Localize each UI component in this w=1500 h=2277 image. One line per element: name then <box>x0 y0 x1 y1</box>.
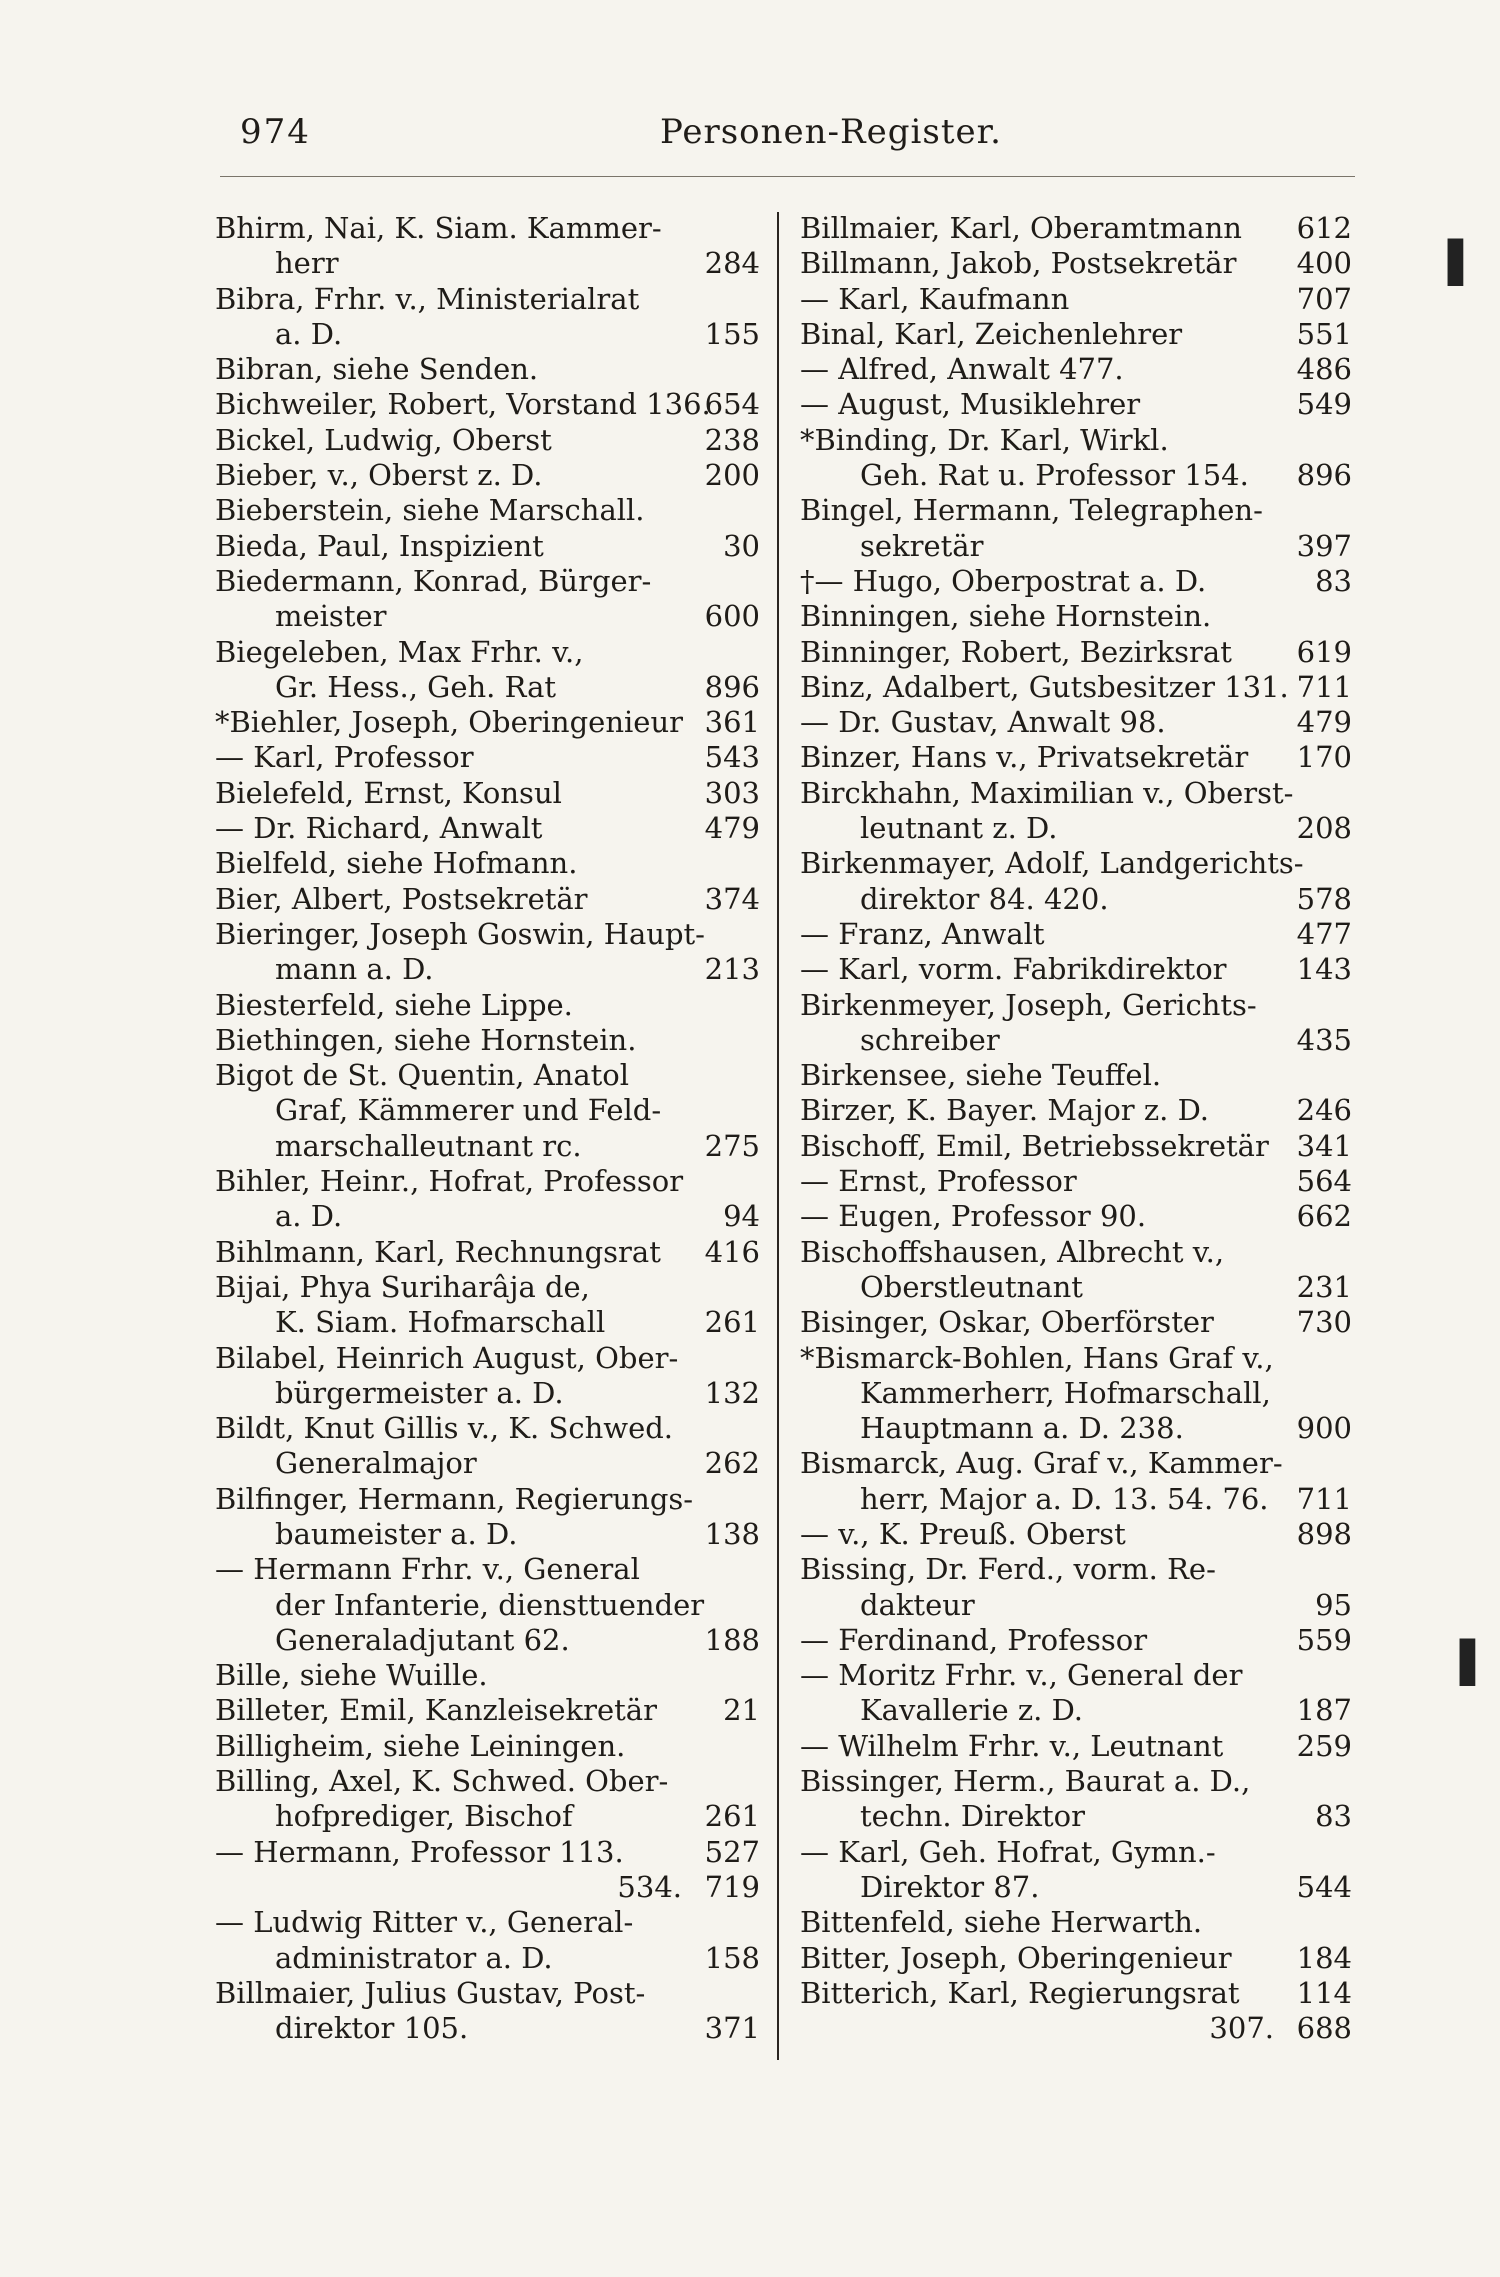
index-entry-line <box>800 846 1352 881</box>
entry-text: mann a. D. <box>275 952 434 987</box>
index-entry-line <box>800 882 1352 917</box>
entry-page-ref: 30 <box>723 528 760 563</box>
entry-text: Bieberstein, siehe Marschall. <box>215 493 645 528</box>
entry-text: Kammerherr, Hofmarschall, <box>860 1375 1271 1410</box>
index-entry-line <box>800 776 1352 811</box>
entry-text: Bhirm, Nai, K. Siam. Kammer- <box>215 211 662 245</box>
index-entry-line <box>800 988 1352 1023</box>
index-entry-line <box>800 705 1352 740</box>
index-entry-line <box>215 1129 760 1164</box>
entry-text: Bieringer, Joseph Goswin, Haupt- <box>215 916 705 951</box>
entry-text: — Eugen, Professor 90. <box>800 1199 1147 1234</box>
entry-text: Bihler, Heinr., Hofrat, Professor <box>215 1164 684 1199</box>
index-entry-line <box>800 1552 1352 1587</box>
entry-page-ref: 619 <box>1296 634 1352 669</box>
entry-text: Bier, Albert, Postsekretär <box>215 881 588 916</box>
entry-text: Billeter, Emil, Kanzleisekretär <box>215 1693 657 1728</box>
entry-page-ref: 711 <box>1296 669 1352 704</box>
index-entry-line <box>215 882 760 917</box>
entry-text: — Karl, vorm. Fabrikdirektor <box>800 952 1227 987</box>
index-entry-line <box>215 1623 760 1658</box>
index-entry-line <box>215 811 760 846</box>
entry-text: Binninger, Robert, Bezirksrat <box>800 634 1232 669</box>
index-entry-line <box>215 1058 760 1093</box>
entry-text: Gr. Hess., Geh. Rat <box>275 669 557 704</box>
index-entry-line <box>215 246 760 281</box>
entry-text: Billmann, Jakob, Postsekretär <box>800 246 1237 281</box>
index-entry-line <box>215 529 760 564</box>
entry-text: Biesterfeld, siehe Lippe. <box>215 987 573 1022</box>
entry-text: — Dr. Gustav, Anwalt 98. <box>800 705 1166 740</box>
entry-page-ref: 559 <box>1296 1622 1352 1657</box>
entry-text: der Infanterie, diensttuender <box>275 1587 705 1622</box>
index-entry-line <box>215 564 760 599</box>
index-entry-line <box>215 1164 760 1199</box>
entry-text: *Biehler, Joseph, Oberingenieur <box>215 705 683 740</box>
entry-page-ref: 231 <box>1296 1269 1352 1304</box>
entry-page-ref: 284 <box>704 246 760 281</box>
entry-text: Binz, Adalbert, Gutsbesitzer 131. <box>800 669 1289 704</box>
column-divider <box>777 212 779 2060</box>
entry-text: Kavallerie z. D. <box>860 1693 1084 1728</box>
margin-blot-mark: ▌ <box>1448 240 1479 286</box>
index-entry-line <box>215 1905 760 1940</box>
entry-text: — Franz, Anwalt <box>800 916 1045 951</box>
index-entry-line <box>215 1023 760 1058</box>
entry-text: bürgermeister a. D. <box>275 1375 564 1410</box>
entry-text: Bischoffshausen, Albrecht v., <box>800 1234 1225 1269</box>
entry-text: Bichweiler, Robert, Vorstand 136. <box>215 387 711 422</box>
entry-text: *Bismarck-Bohlen, Hans Graf v., <box>800 1340 1274 1375</box>
index-column-right <box>800 211 1352 2046</box>
index-entry-line <box>800 458 1352 493</box>
index-entry-line <box>800 1623 1352 1658</box>
index-entry-line <box>800 1729 1352 1764</box>
entry-text: — Dr. Richard, Anwalt <box>215 811 543 846</box>
entry-text: Bibran, siehe Senden. <box>215 352 539 387</box>
entry-text: Binal, Karl, Zeichenlehrer <box>800 316 1183 351</box>
entry-page-ref: 896 <box>704 669 760 704</box>
entry-text: Geh. Rat u. Professor 154. <box>860 458 1249 493</box>
entry-page-ref: 261 <box>704 1799 760 1834</box>
running-head: Personen-Register. <box>660 112 1002 152</box>
index-entry-line <box>800 1658 1352 1693</box>
index-entry-line <box>800 952 1352 987</box>
entry-text: sekretär <box>860 528 984 563</box>
entry-page-ref: 564 <box>1296 1164 1352 1199</box>
entry-text: Bitterich, Karl, Regierungsrat <box>800 1975 1240 2010</box>
index-entry-line <box>215 1835 760 1870</box>
entry-text: Generaladjutant 62. <box>275 1622 570 1657</box>
entry-text: — Hermann Frhr. v., General <box>215 1552 640 1587</box>
entry-page-ref: 95 <box>1315 1587 1352 1622</box>
entry-page-ref: 435 <box>1296 1022 1352 1057</box>
index-entry-line <box>800 493 1352 528</box>
index-entry-line <box>215 1729 760 1764</box>
index-entry-line <box>800 2011 1352 2046</box>
entry-text: Bibra, Frhr. v., Ministerialrat <box>215 281 640 316</box>
entry-text: meister <box>275 599 387 634</box>
entry-text: direktor 84. 420. <box>860 881 1109 916</box>
index-entry-line <box>800 1411 1352 1446</box>
entry-text: 534. <box>617 1869 682 1904</box>
index-entry-line <box>215 387 760 422</box>
index-entry-line <box>800 1870 1352 1905</box>
index-entry-line <box>215 1482 760 1517</box>
index-entry-line <box>215 1552 760 1587</box>
entry-text: Bieber, v., Oberst z. D. <box>215 458 543 493</box>
index-entry-line <box>800 1023 1352 1058</box>
entry-page-ref: 361 <box>704 705 760 740</box>
entry-page-ref: 549 <box>1296 387 1352 422</box>
entry-text: Binningen, siehe Hornstein. <box>800 599 1212 634</box>
entry-page-ref: 600 <box>704 599 760 634</box>
index-entry-line <box>215 1411 760 1446</box>
entry-text: Bissinger, Herm., Baurat a. D., <box>800 1764 1251 1799</box>
index-entry-line <box>215 1235 760 1270</box>
entry-page-ref: 543 <box>704 740 760 775</box>
index-entry-line <box>215 2011 760 2046</box>
index-entry-line <box>215 846 760 881</box>
entry-page-ref: 170 <box>1296 740 1352 775</box>
index-entry-line <box>800 1305 1352 1340</box>
entry-text: Bigot de St. Quentin, Anatol <box>215 1058 630 1093</box>
entry-text: Generalmajor <box>275 1446 477 1481</box>
index-entry-line <box>800 352 1352 387</box>
entry-page-ref: 188 <box>704 1622 760 1657</box>
entry-page-ref: 187 <box>1296 1693 1352 1728</box>
entry-text: — Karl, Geh. Hofrat, Gymn.- <box>800 1834 1216 1869</box>
index-entry-line <box>215 1376 760 1411</box>
index-entry-line <box>800 1093 1352 1128</box>
index-entry-line <box>800 529 1352 564</box>
entry-page-ref: 341 <box>1296 1128 1352 1163</box>
entry-text: Bildt, Knut Gillis v., K. Schwed. <box>215 1411 674 1446</box>
entry-text: Direktor 87. <box>860 1869 1040 1904</box>
index-entry-line <box>215 670 760 705</box>
entry-page-ref: 654 <box>704 387 760 422</box>
entry-text: herr, Major a. D. 13. 54. 76. <box>860 1481 1269 1516</box>
entry-page-ref: 246 <box>1296 1093 1352 1128</box>
entry-text: Bittenfeld, siehe Herwarth. <box>800 1905 1203 1940</box>
entry-text: Bieda, Paul, Inspizient <box>215 528 544 563</box>
entry-page-ref: 551 <box>1296 316 1352 351</box>
entry-text: †— Hugo, Oberpostrat a. D. <box>800 563 1207 598</box>
index-entry-line <box>800 246 1352 281</box>
entry-page-ref: 83 <box>1315 1799 1352 1834</box>
index-entry-line <box>215 1199 760 1234</box>
entry-text: Billmaier, Julius Gustav, Post- <box>215 1975 646 2010</box>
entry-page-ref: 719 <box>704 1869 760 1904</box>
index-entry-line <box>215 917 760 952</box>
index-entry-line <box>800 564 1352 599</box>
entry-page-ref: 138 <box>704 1516 760 1551</box>
index-entry-line <box>215 1658 760 1693</box>
index-entry-line <box>215 211 760 246</box>
index-entry-line <box>215 1976 760 2011</box>
entry-page-ref: 200 <box>704 458 760 493</box>
entry-text: *Binding, Dr. Karl, Wirkl. <box>800 422 1169 457</box>
index-entry-line <box>215 776 760 811</box>
index-entry-line <box>800 1270 1352 1305</box>
entry-page-ref: 477 <box>1296 916 1352 951</box>
index-entry-line <box>800 670 1352 705</box>
entry-page-ref: 900 <box>1296 1411 1352 1446</box>
index-entry-line <box>800 1905 1352 1940</box>
index-entry-line <box>215 635 760 670</box>
entry-text: Birzer, K. Bayer. Major z. D. <box>800 1093 1210 1128</box>
entry-text: Birkensee, siehe Teuffel. <box>800 1058 1162 1093</box>
index-entry-line <box>800 1976 1352 2011</box>
index-entry-line <box>800 282 1352 317</box>
index-entry-line <box>215 352 760 387</box>
index-entry-line <box>215 705 760 740</box>
entry-text: baumeister a. D. <box>275 1516 518 1551</box>
index-entry-line <box>800 1588 1352 1623</box>
entry-text: a. D. <box>275 1199 343 1234</box>
index-entry-line <box>800 423 1352 458</box>
entry-text: — Ferdinand, Professor <box>800 1622 1148 1657</box>
index-entry-line <box>800 917 1352 952</box>
entry-page-ref: 143 <box>1296 952 1352 987</box>
index-entry-line <box>800 1199 1352 1234</box>
entry-text: Bilabel, Heinrich August, Ober- <box>215 1340 679 1375</box>
entry-text: Billmaier, Karl, Oberamtmann <box>800 211 1242 245</box>
entry-text: — Karl, Kaufmann <box>800 281 1070 316</box>
index-entry-line <box>800 1164 1352 1199</box>
entry-page-ref: 707 <box>1296 281 1352 316</box>
index-entry-line <box>800 1835 1352 1870</box>
entry-text: Bickel, Ludwig, Oberst <box>215 422 552 457</box>
entry-text: hofprediger, Bischof <box>275 1799 573 1834</box>
entry-text: Birkenmayer, Adolf, Landgerichts- <box>800 846 1304 881</box>
index-entry-line <box>800 635 1352 670</box>
index-entry-line <box>800 1341 1352 1376</box>
entry-text: Birkenmeyer, Joseph, Gerichts- <box>800 987 1257 1022</box>
index-entry-line <box>215 1305 760 1340</box>
index-entry-line <box>215 988 760 1023</box>
index-entry-line <box>215 1799 760 1834</box>
entry-page-ref: 416 <box>704 1234 760 1269</box>
entry-page-ref: 397 <box>1296 528 1352 563</box>
entry-text: Hauptmann a. D. 238. <box>860 1411 1184 1446</box>
entry-text: a. D. <box>275 316 343 351</box>
entry-text: — v., K. Preuß. Oberst <box>800 1516 1126 1551</box>
index-entry-line <box>215 1270 760 1305</box>
entry-text: Bielfeld, siehe Hofmann. <box>215 846 578 881</box>
entry-text: — Ernst, Professor <box>800 1164 1077 1199</box>
entry-text: techn. Direktor <box>860 1799 1085 1834</box>
index-entry-line <box>215 1693 760 1728</box>
entry-text: Oberstleutnant <box>860 1269 1083 1304</box>
entry-page-ref: 238 <box>704 422 760 457</box>
index-entry-line <box>215 1870 760 1905</box>
index-entry-line <box>800 1941 1352 1976</box>
index-entry-line <box>800 740 1352 775</box>
index-entry-line <box>215 1093 760 1128</box>
entry-page-ref: 662 <box>1296 1199 1352 1234</box>
index-entry-line <box>800 1235 1352 1270</box>
header-rule <box>220 176 1355 177</box>
index-entry-line <box>215 1764 760 1799</box>
entry-page-ref: 400 <box>1296 246 1352 281</box>
entry-page-ref: 158 <box>704 1940 760 1975</box>
entry-text: Bisinger, Oskar, Oberförster <box>800 1305 1214 1340</box>
index-entry-line <box>215 423 760 458</box>
entry-page-ref: 83 <box>1315 563 1352 598</box>
entry-page-ref: 711 <box>1296 1481 1352 1516</box>
entry-text: 307. <box>1209 2011 1274 2046</box>
entry-page-ref: 688 <box>1296 2011 1352 2046</box>
entry-page-ref: 94 <box>723 1199 760 1234</box>
entry-page-ref: 184 <box>1296 1940 1352 1975</box>
entry-text: — Alfred, Anwalt 477. <box>800 352 1124 387</box>
entry-page-ref: 612 <box>1296 211 1352 245</box>
entry-page-ref: 213 <box>704 952 760 987</box>
index-entry-line <box>800 1129 1352 1164</box>
margin-blot-mark: ▌ <box>1460 1640 1491 1686</box>
entry-text: dakteur <box>860 1587 975 1622</box>
entry-text: Bismarck, Aug. Graf v., Kammer- <box>800 1446 1283 1481</box>
entry-text: marschalleutnant rc. <box>275 1128 582 1163</box>
entry-page-ref: 479 <box>704 811 760 846</box>
index-entry-line <box>800 387 1352 422</box>
index-entry-line <box>215 1941 760 1976</box>
entry-text: leutnant z. D. <box>860 811 1058 846</box>
index-entry-line <box>215 493 760 528</box>
entry-text: Birckhahn, Maximilian v., Oberst- <box>800 775 1294 810</box>
entry-text: Billing, Axel, K. Schwed. Ober- <box>215 1764 669 1799</box>
entry-page-ref: 262 <box>704 1446 760 1481</box>
index-entry-line <box>800 211 1352 246</box>
entry-text: Bitter, Joseph, Oberingenieur <box>800 1940 1232 1975</box>
entry-page-ref: 21 <box>723 1693 760 1728</box>
entry-text: Bissing, Dr. Ferd., vorm. Re- <box>800 1552 1216 1587</box>
entry-page-ref: 261 <box>704 1305 760 1340</box>
entry-page-ref: 898 <box>1296 1516 1352 1551</box>
entry-text: herr <box>275 246 339 281</box>
index-entry-line <box>215 282 760 317</box>
index-entry-line <box>800 1764 1352 1799</box>
entry-text: Bingel, Hermann, Telegraphen- <box>800 493 1263 528</box>
entry-text: administrator a. D. <box>275 1940 553 1975</box>
entry-text: Biedermann, Konrad, Bürger- <box>215 563 652 598</box>
entry-text: Graf, Kämmerer und Feld- <box>275 1093 662 1128</box>
entry-text: Bischoff, Emil, Betriebssekretär <box>800 1128 1269 1163</box>
page-number: 974 <box>240 112 311 152</box>
entry-text: — Ludwig Ritter v., General- <box>215 1905 634 1940</box>
index-entry-line <box>800 1482 1352 1517</box>
entry-page-ref: 208 <box>1296 811 1352 846</box>
entry-text: Bille, siehe Wuille. <box>215 1658 488 1693</box>
entry-page-ref: 578 <box>1296 881 1352 916</box>
entry-text: direktor 105. <box>275 2011 469 2046</box>
entry-text: — August, Musiklehrer <box>800 387 1141 422</box>
index-entry-line <box>215 740 760 775</box>
entry-text: — Karl, Professor <box>215 740 474 775</box>
index-entry-line <box>800 1058 1352 1093</box>
entry-page-ref: 730 <box>1296 1305 1352 1340</box>
index-entry-line <box>215 1588 760 1623</box>
entry-text: Bijai, Phya Suriharâja de, <box>215 1269 590 1304</box>
entry-text: — Wilhelm Frhr. v., Leutnant <box>800 1728 1224 1763</box>
entry-page-ref: 132 <box>704 1375 760 1410</box>
index-entry-line <box>800 1693 1352 1728</box>
entry-text: Binzer, Hans v., Privatsekretär <box>800 740 1249 775</box>
entry-page-ref: 527 <box>704 1834 760 1869</box>
entry-page-ref: 896 <box>1296 458 1352 493</box>
index-entry-line <box>215 599 760 634</box>
index-entry-line <box>800 811 1352 846</box>
index-entry-line <box>215 1517 760 1552</box>
index-column-left <box>215 211 760 2046</box>
entry-page-ref: 155 <box>704 316 760 351</box>
entry-page-ref: 479 <box>1296 705 1352 740</box>
entry-page-ref: 374 <box>704 881 760 916</box>
entry-page-ref: 371 <box>704 2011 760 2046</box>
entry-page-ref: 275 <box>704 1128 760 1163</box>
entry-text: Bilfinger, Hermann, Regierungs- <box>215 1481 694 1516</box>
index-entry-line <box>800 1517 1352 1552</box>
index-entry-line <box>800 317 1352 352</box>
entry-text: Billigheim, siehe Leiningen. <box>215 1728 626 1763</box>
entry-text: Biethingen, siehe Hornstein. <box>215 1022 637 1057</box>
entry-page-ref: 114 <box>1296 1975 1352 2010</box>
index-entry-line <box>215 317 760 352</box>
index-entry-line <box>215 1446 760 1481</box>
entry-text: — Moritz Frhr. v., General der <box>800 1658 1243 1693</box>
index-entry-line <box>215 1341 760 1376</box>
entry-text: Bihlmann, Karl, Rechnungsrat <box>215 1234 661 1269</box>
index-entry-line <box>800 1376 1352 1411</box>
entry-page-ref: 486 <box>1296 352 1352 387</box>
index-entry-line <box>800 599 1352 634</box>
index-entry-line <box>800 1446 1352 1481</box>
entry-page-ref: 544 <box>1296 1869 1352 1904</box>
entry-text: schreiber <box>860 1022 1000 1057</box>
entry-page-ref: 259 <box>1296 1728 1352 1763</box>
index-entry-line <box>215 458 760 493</box>
entry-text: Biegeleben, Max Frhr. v., <box>215 634 584 669</box>
entry-text: — Hermann, Professor 113. <box>215 1834 624 1869</box>
entry-text: Bielefeld, Ernst, Konsul <box>215 775 562 810</box>
entry-page-ref: 303 <box>704 775 760 810</box>
index-entry-line <box>800 1799 1352 1834</box>
index-entry-line <box>215 952 760 987</box>
entry-text: K. Siam. Hofmarschall <box>275 1305 606 1340</box>
